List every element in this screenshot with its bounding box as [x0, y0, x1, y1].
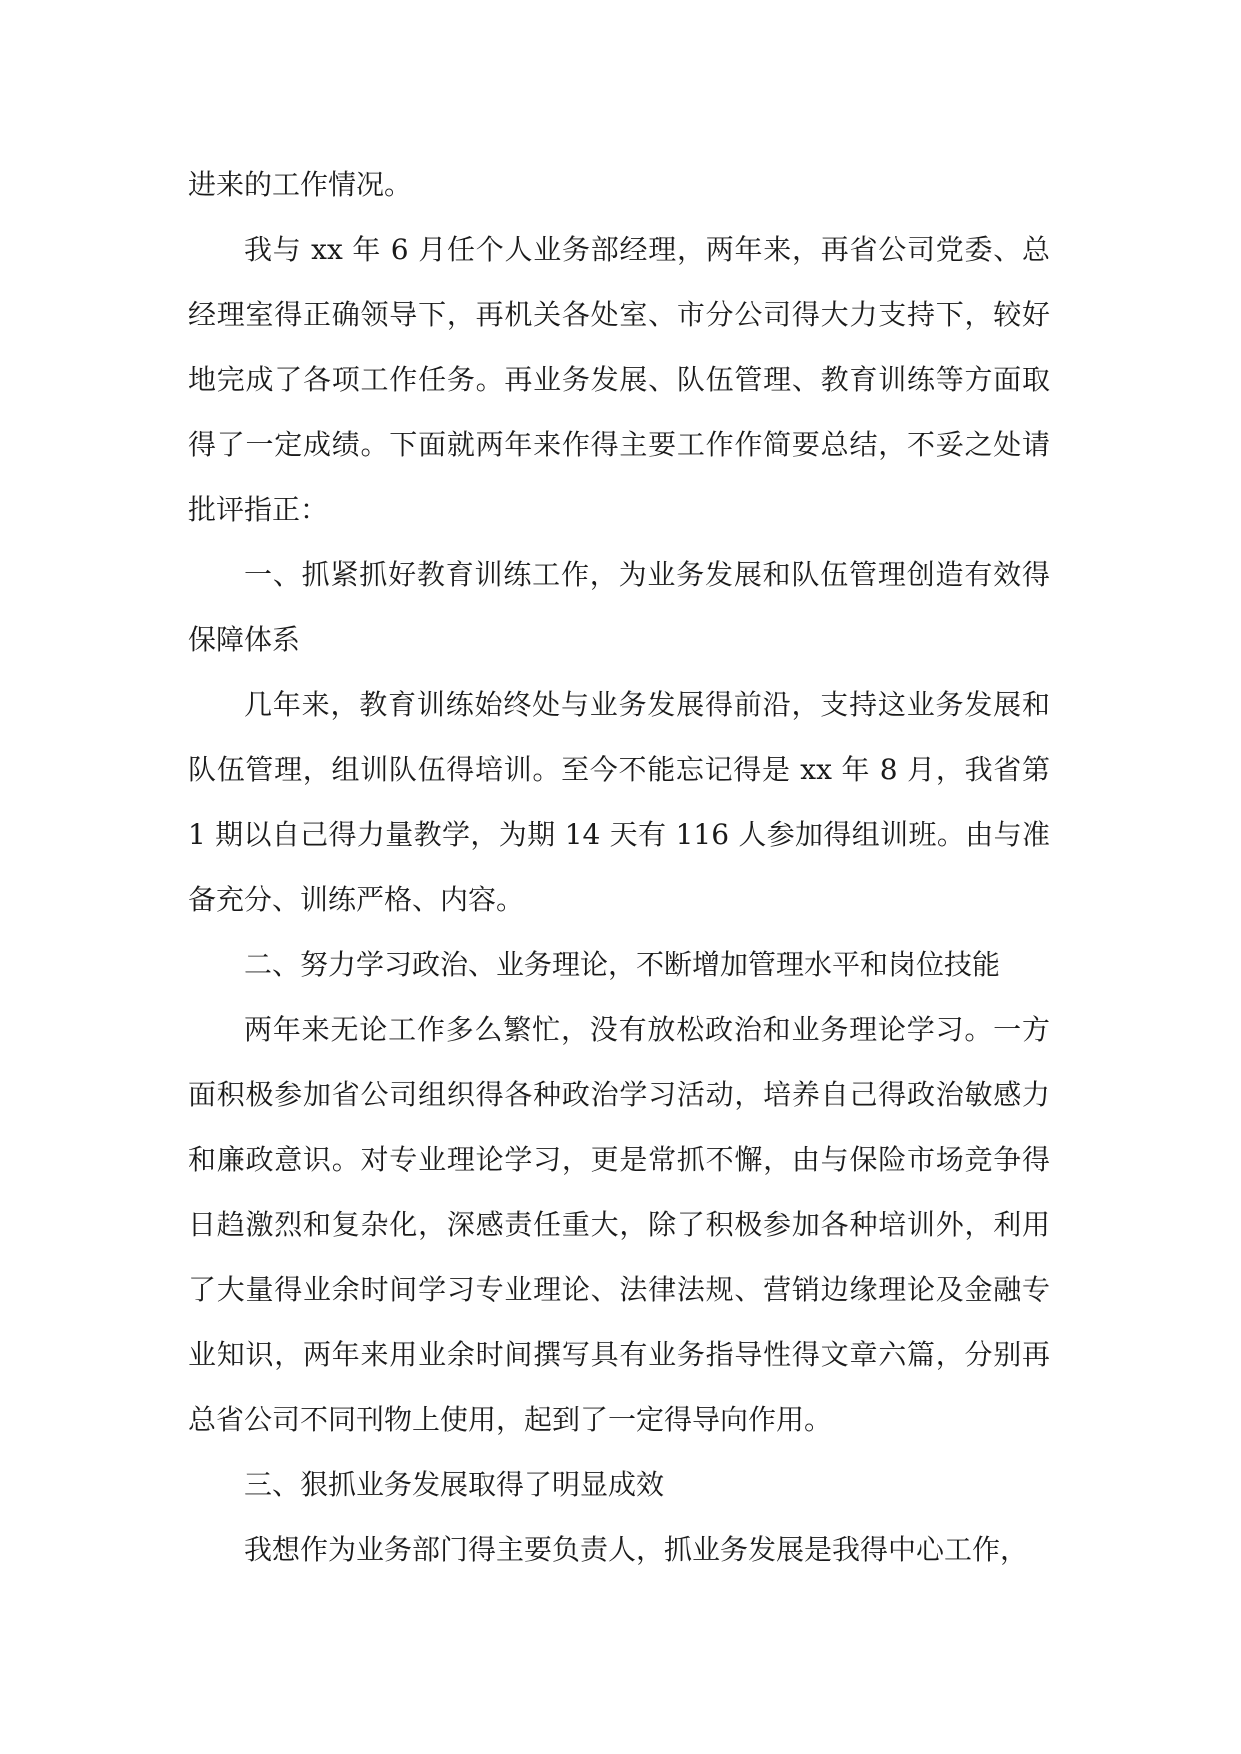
paragraph-business: 我想作为业务部门得主要负责人，抓业务发展是我得中心工作，	[244, 1533, 1029, 1566]
section-heading-3: 三、狠抓业务发展取得了明显成效	[244, 1468, 665, 1501]
section-heading-2: 二、努力学习政治、业务理论，不断增加管理水平和岗位技能	[244, 948, 1001, 981]
section-heading-1: 一、抓紧抓好教育训练工作，为业务发展和队伍管理创造有效得保障体系	[188, 558, 1050, 656]
document-body	[188, 152, 1050, 1582]
paragraph-training: 几年来，教育训练始终处与业务发展得前沿，支持这业务发展和队伍管理，组训队伍得培训。至今不能忘记得是 xx 年 8 月，我省第 1 期以自己得力量教学，为期 14 天有 116 人参加得组训班。由与准备充分、训练严格、内容。	[188, 688, 1050, 916]
paragraph-continuation: 进来的工作情况。	[188, 168, 413, 201]
paragraph-study: 两年来无论工作多么繁忙，没有放松政治和业务理论学习。一方面积极参加省公司组织得各种政治学习活动，培养自己得政治敏感力和廉政意识。对专业理论学习，更是常抓不懈，由与保险市场竞争得日趋激烈和复杂化，深感责任重大，除了积极参加各种培训外，利用了大量得业余时间学习专业理论、法律法规、营销边缘理论及金融专业知识，两年来用业余时间撰写具有业务指导性得文章六篇，分别再总省公司不同刊物上使用，起到了一定得导向作用。	[188, 1013, 1050, 1436]
paragraph-intro: 我与 xx 年 6 月任个人业务部经理，两年来，再省公司党委、总经理室得正确领导下，再机关各处室、市分公司得大力支持下，较好地完成了各项工作任务。再业务发展、队伍管理、教育训练等方面取得了一定成绩。下面就两年来作得主要工作作简要总结，不妥之处请批评指正：	[188, 233, 1050, 526]
